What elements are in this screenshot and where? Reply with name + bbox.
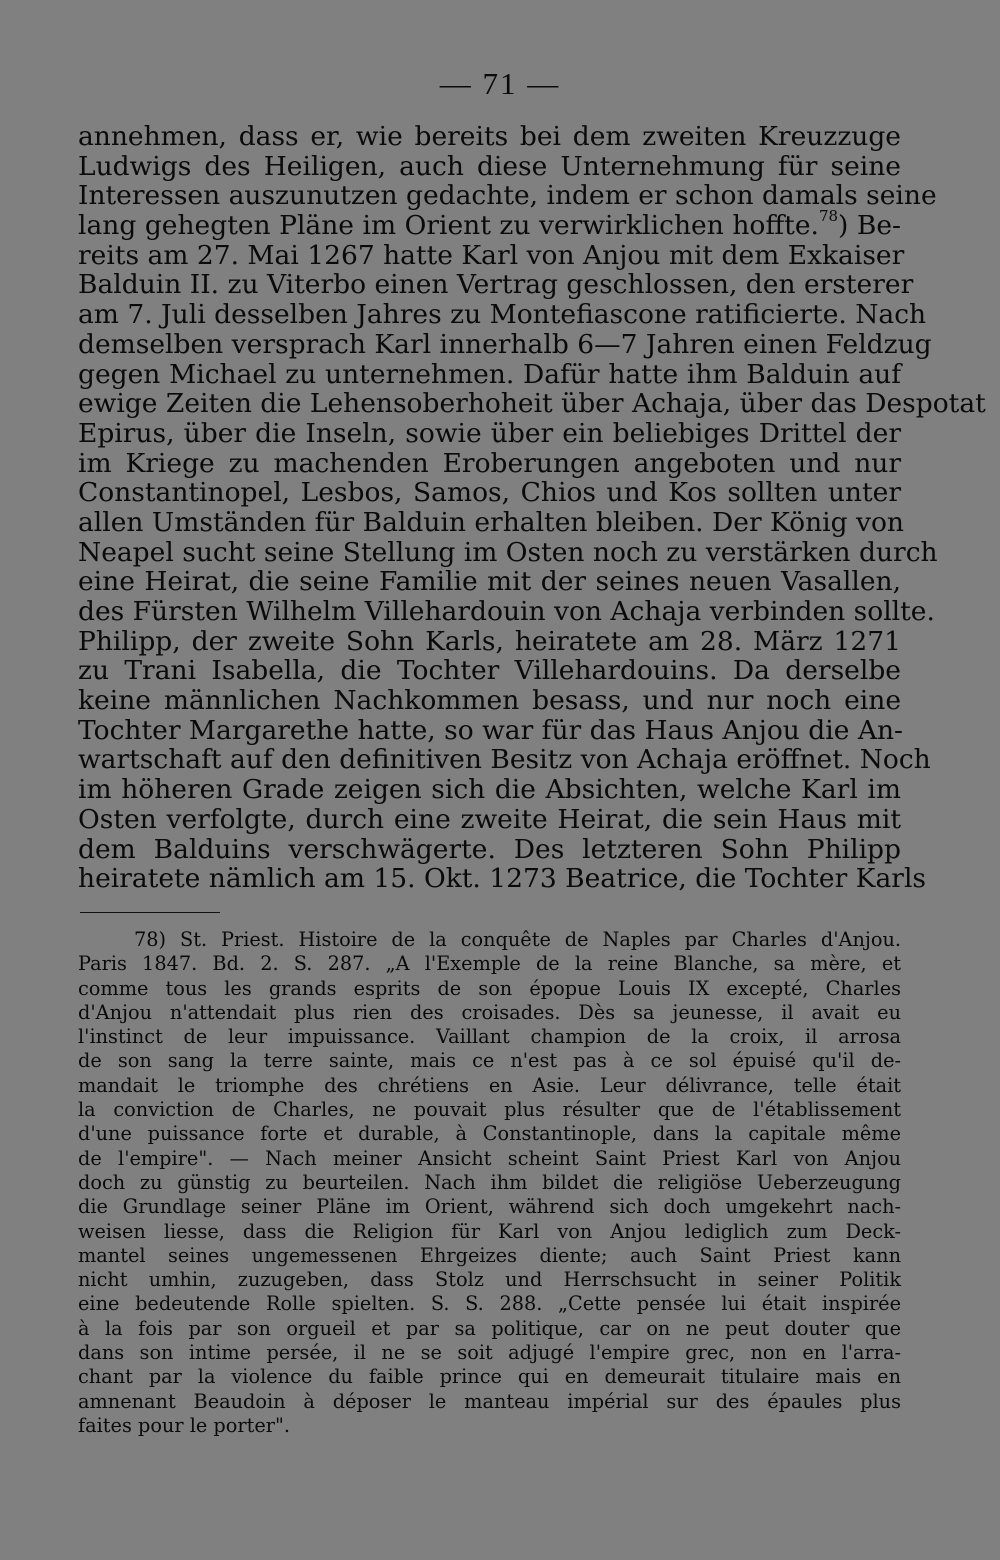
text-line: eine Heirat, die seine Familie mit der seines neuen Vasallen, bbox=[78, 566, 901, 598]
footnote-line: chant par la violence du faible prince qui en demeurait titulaire mais en bbox=[78, 1365, 901, 1389]
footnote-line: die Grundlage seiner Pläne im Orient, während sich doch umgekehrt nach- bbox=[78, 1195, 901, 1219]
text-line: im Kriege zu machenden Eroberungen angeboten und nur bbox=[78, 447, 901, 479]
footnote-line: comme tous les grands esprits de son épopue Louis IX excepté, Charles bbox=[78, 976, 901, 1000]
text-line: am 7. Juli desselben Jahres zu Montefiascone ratificierte. Nach bbox=[78, 299, 927, 331]
footnote-line: l'instinct de leur impuissance. Vaillant champion de la croix, il arrosa bbox=[78, 1025, 901, 1049]
footnote-line: nicht umhin, zuzugeben, dass Stolz und Herrschsucht in seiner Politik bbox=[78, 1268, 901, 1292]
text-line: allen Umständen für Balduin erhalten bleiben. Der König von bbox=[78, 506, 905, 538]
footnote-line: eine bedeutende Rolle spielten. S. S. 288. „Cette pensée lui était inspirée bbox=[78, 1292, 901, 1316]
text-line-segment: lang gehegten Pläne im Orient zu verwirklichen hoffte. bbox=[78, 210, 819, 242]
footnote-line: 78) St. Priest. Histoire de la conquête de Naples par Charles d'Anjou. bbox=[134, 928, 901, 951]
text-line: demselben versprach Karl innerhalb 6—7 Jahren einen Feldzug bbox=[78, 328, 932, 360]
text-line: des Fürsten Wilhelm Villehardouin von Achaja verbinden sollte. bbox=[78, 596, 935, 627]
text-line: gegen Michael zu unternehmen. Dafür hatte ihm Balduin auf bbox=[78, 358, 901, 390]
text-line: Tochter Margarethe hatte, so war für das Haus Anjou die An- bbox=[78, 714, 904, 746]
text-line: annehmen, dass er, wie bereits bei dem zweiten Kreuzzuge bbox=[78, 121, 901, 152]
text-line: reits am 27. Mai 1267 hatte Karl von Anjou mit dem Exkaiser bbox=[78, 239, 905, 271]
footnote-line: d'une puissance forte et durable, à Constantinople, dans la capitale même bbox=[78, 1122, 901, 1146]
text-line: Constantinopel, Lesbos, Samos, Chios und Kos sollten unter bbox=[78, 477, 901, 509]
text-line: ewige Zeiten die Lehensoberhoheit über Achaja, über das Despotat bbox=[78, 388, 986, 420]
text-line: Epirus, über die Inseln, sowie über ein beliebiges Drittel der bbox=[78, 417, 901, 449]
footnote-line: mandait le triomphe des chrétiens en Asie. Leur délivrance, telle était bbox=[78, 1073, 901, 1097]
footnote-line: faites pour le porter". bbox=[78, 1413, 290, 1437]
footnote-line: de son sang la terre sainte, mais ce n'est pas à ce sol épuisé qu'il de- bbox=[78, 1049, 901, 1073]
footnote-line: mantel seines ungemessenen Ehrgeizes diente; auch Saint Priest kann bbox=[78, 1243, 901, 1267]
footnote-78 bbox=[78, 928, 901, 1438]
text-line: Neapel sucht seine Stellung im Osten noch zu verstärken durch bbox=[78, 536, 938, 568]
footnote-separator bbox=[80, 912, 220, 913]
footnote-line: weisen liesse, dass die Religion für Karl von Anjou lediglich zum Deck- bbox=[78, 1219, 901, 1243]
text-line: Interessen auszunutzen gedachte, indem er schon damals seine bbox=[78, 180, 937, 212]
footnote-line: amnenant Beaudoin à déposer le manteau impérial sur des épaules plus bbox=[78, 1389, 901, 1413]
text-line: Osten verfolgte, durch eine zweite Heirat, die sein Haus mit bbox=[78, 803, 901, 835]
footnote-reference: 78 bbox=[818, 207, 839, 226]
footnote-line: doch zu günstig zu beurteilen. Nach ihm bildet die religiöse Ueberzeugung bbox=[78, 1170, 901, 1194]
text-line-with-footnote-ref bbox=[78, 207, 902, 242]
text-line: wartschaft auf den definitiven Besitz von Achaja eröffnet. Noch bbox=[78, 744, 931, 776]
footnote-line: Paris 1847. Bd. 2. S. 287. „A l'Exemple de la reine Blanche, sa mère, et bbox=[78, 952, 901, 976]
footnote-line: la conviction de Charles, ne pouvait plus résulter que de l'établissement bbox=[78, 1098, 901, 1122]
text-line: Balduin II. zu Viterbo einen Vertrag geschlossen, den ersterer bbox=[78, 269, 914, 301]
text-line: dem Balduins verschwägerte. Des letzteren Sohn Philipp bbox=[78, 833, 901, 865]
footnote-line: dans son intime persée, il ne se soit adjugé l'empire grec, non en l'arra- bbox=[78, 1341, 901, 1365]
text-line: Philipp, der zweite Sohn Karls, heiratete am 28. März 1271 bbox=[78, 625, 901, 657]
main-text-body bbox=[78, 121, 986, 895]
text-line: im höheren Grade zeigen sich die Absichten, welche Karl im bbox=[78, 774, 901, 806]
text-line: zu Trani Isabella, die Tochter Villehardouins. Da derselbe bbox=[78, 655, 901, 687]
footnote-line: d'Anjou n'attendait plus rien des croisades. Dès sa jeunesse, il avait eu bbox=[78, 1000, 901, 1024]
footnote-line: à la fois par son orgueil et par sa politique, car on ne peut douter que bbox=[78, 1316, 901, 1340]
text-line: keine männlichen Nachkommen besass, und nur noch eine bbox=[78, 685, 901, 717]
footnote-line: de l'empire". — Nach meiner Ansicht scheint Saint Priest Karl von Anjou bbox=[78, 1146, 901, 1170]
page-number: — 71 — bbox=[439, 66, 561, 101]
text-line-segment: ) Be- bbox=[838, 210, 902, 242]
text-line: Ludwigs des Heiligen, auch diese Unternehmung für seine bbox=[78, 150, 901, 182]
text-line: heiratete nämlich am 15. Okt. 1273 Beatrice, die Tochter Karls bbox=[78, 863, 927, 895]
